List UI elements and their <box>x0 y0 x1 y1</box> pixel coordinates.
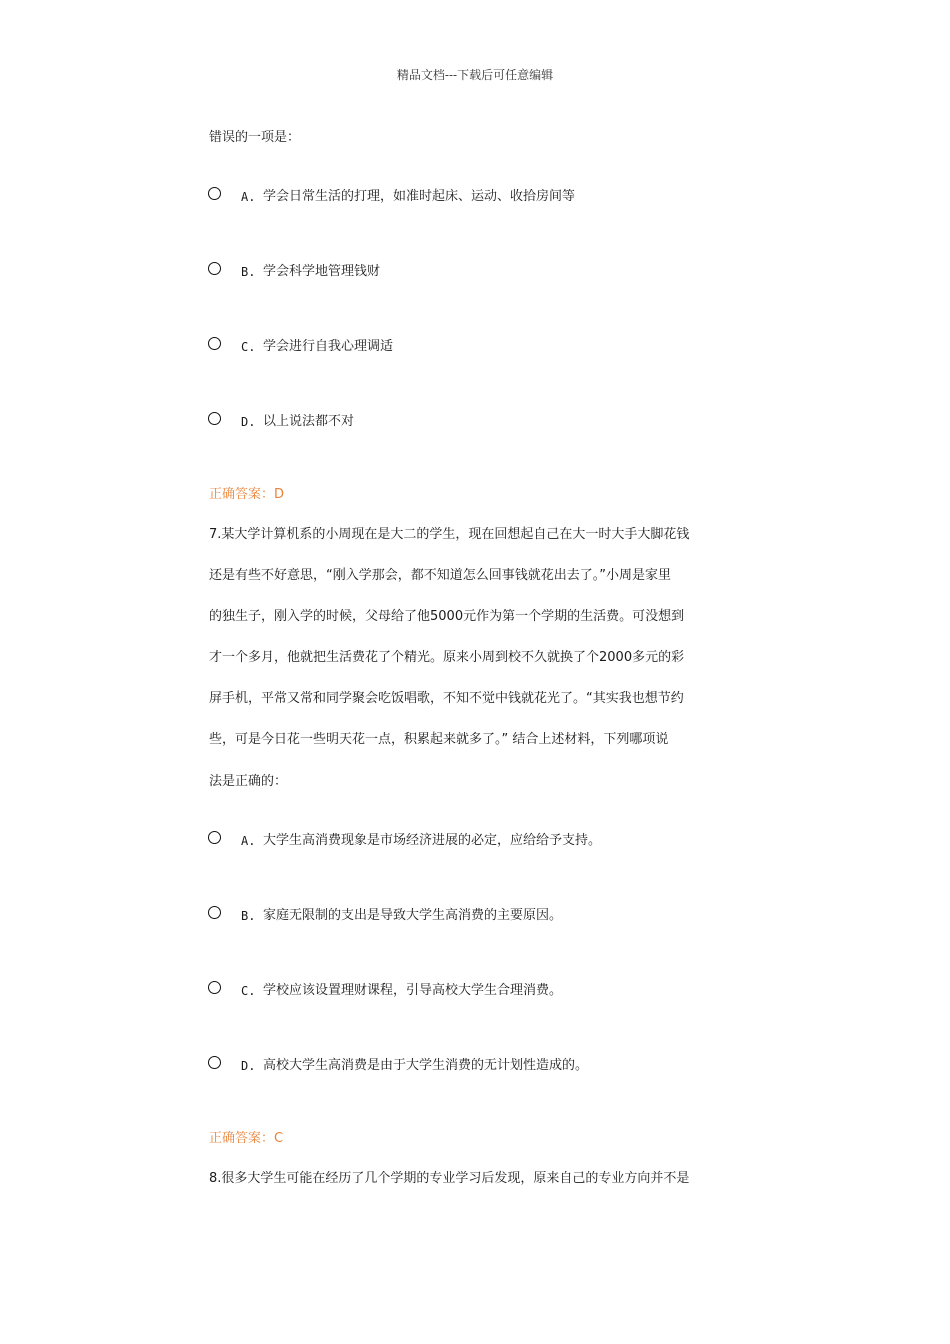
option-letter: C. <box>241 984 256 998</box>
option-text: 学会进行自我心理调适 <box>263 339 394 354</box>
radio-button-icon[interactable] <box>208 1056 221 1069</box>
option-text: 学会日常生活的打理，如准时起床、运动、收拾房间等 <box>263 189 576 204</box>
radio-button-icon[interactable] <box>208 831 221 844</box>
q6-correct-answer: 正确答案：D <box>209 487 285 502</box>
radio-button-icon[interactable] <box>208 412 221 425</box>
option-letter: D. <box>241 1059 256 1073</box>
radio-button-icon[interactable] <box>208 906 221 919</box>
q7-option-b[interactable] <box>208 906 768 926</box>
question-7-line: 的独生子，刚入学的时候，父母给了他5000元作为第一个学期的生活费。可没想到 <box>209 609 685 624</box>
radio-button-icon[interactable] <box>208 337 221 350</box>
q6-option-d[interactable] <box>208 412 768 432</box>
question-7-line: 才一个多月，他就把生活费花了个精光。原来小周到校不久就换了个2000多元的彩 <box>209 650 685 665</box>
q7-option-a[interactable] <box>208 831 768 851</box>
radio-button-icon[interactable] <box>208 262 221 275</box>
option-text: 学校应该设置理财课程，引导高校大学生合理消费。 <box>263 983 563 998</box>
q7-correct-answer: 正确答案：C <box>209 1131 284 1146</box>
question-8-line: 8.很多大学生可能在经历了几个学期的专业学习后发现，原来自己的专业方向并不是 <box>209 1171 690 1186</box>
option-text: 学会科学地管理钱财 <box>263 264 381 279</box>
option-text: 高校大学生高消费是由于大学生消费的无计划性造成的。 <box>263 1058 589 1073</box>
option-letter: C. <box>241 340 256 354</box>
q6-option-c[interactable] <box>208 337 768 357</box>
radio-button-icon[interactable] <box>208 187 221 200</box>
option-text: 家庭无限制的支出是导致大学生高消费的主要原因。 <box>263 908 563 923</box>
option-text: 以上说法都不对 <box>263 414 355 429</box>
question-7-line: 些，可是今日花一些明天花一点，积累起来就多了。” 结合上述材料，下列哪项说 <box>209 732 669 747</box>
radio-button-icon[interactable] <box>208 981 221 994</box>
q6-option-a[interactable] <box>208 187 768 207</box>
option-letter: B. <box>241 909 256 923</box>
option-letter: D. <box>241 415 256 429</box>
option-letter: A. <box>241 834 256 848</box>
page-header: 精品文档---下载后可任意编辑 <box>396 68 554 82</box>
q7-option-d[interactable] <box>208 1056 768 1076</box>
q6-option-b[interactable] <box>208 262 768 282</box>
option-text: 大学生高消费现象是市场经济进展的必定，应给给予支持。 <box>263 833 602 848</box>
option-letter: B. <box>241 265 256 279</box>
q7-option-c[interactable] <box>208 981 768 1001</box>
question-7-line: 还是有些不好意思，“刚入学那会，都不知道怎么回事钱就花出去了。”小周是家里 <box>209 568 671 583</box>
question-7-line: 7.某大学计算机系的小周现在是大二的学生，现在回想起自己在大一时大手大脚花钱 <box>209 527 690 542</box>
question-7-line: 屏手机，平常又常和同学聚会吃饭唱歌，不知不觉中钱就花光了。“其实我也想节约 <box>209 691 684 706</box>
question-6-stem-tail: 错误的一项是： <box>209 130 301 145</box>
option-letter: A. <box>241 190 256 204</box>
question-7-line: 法是正确的： <box>209 774 288 789</box>
